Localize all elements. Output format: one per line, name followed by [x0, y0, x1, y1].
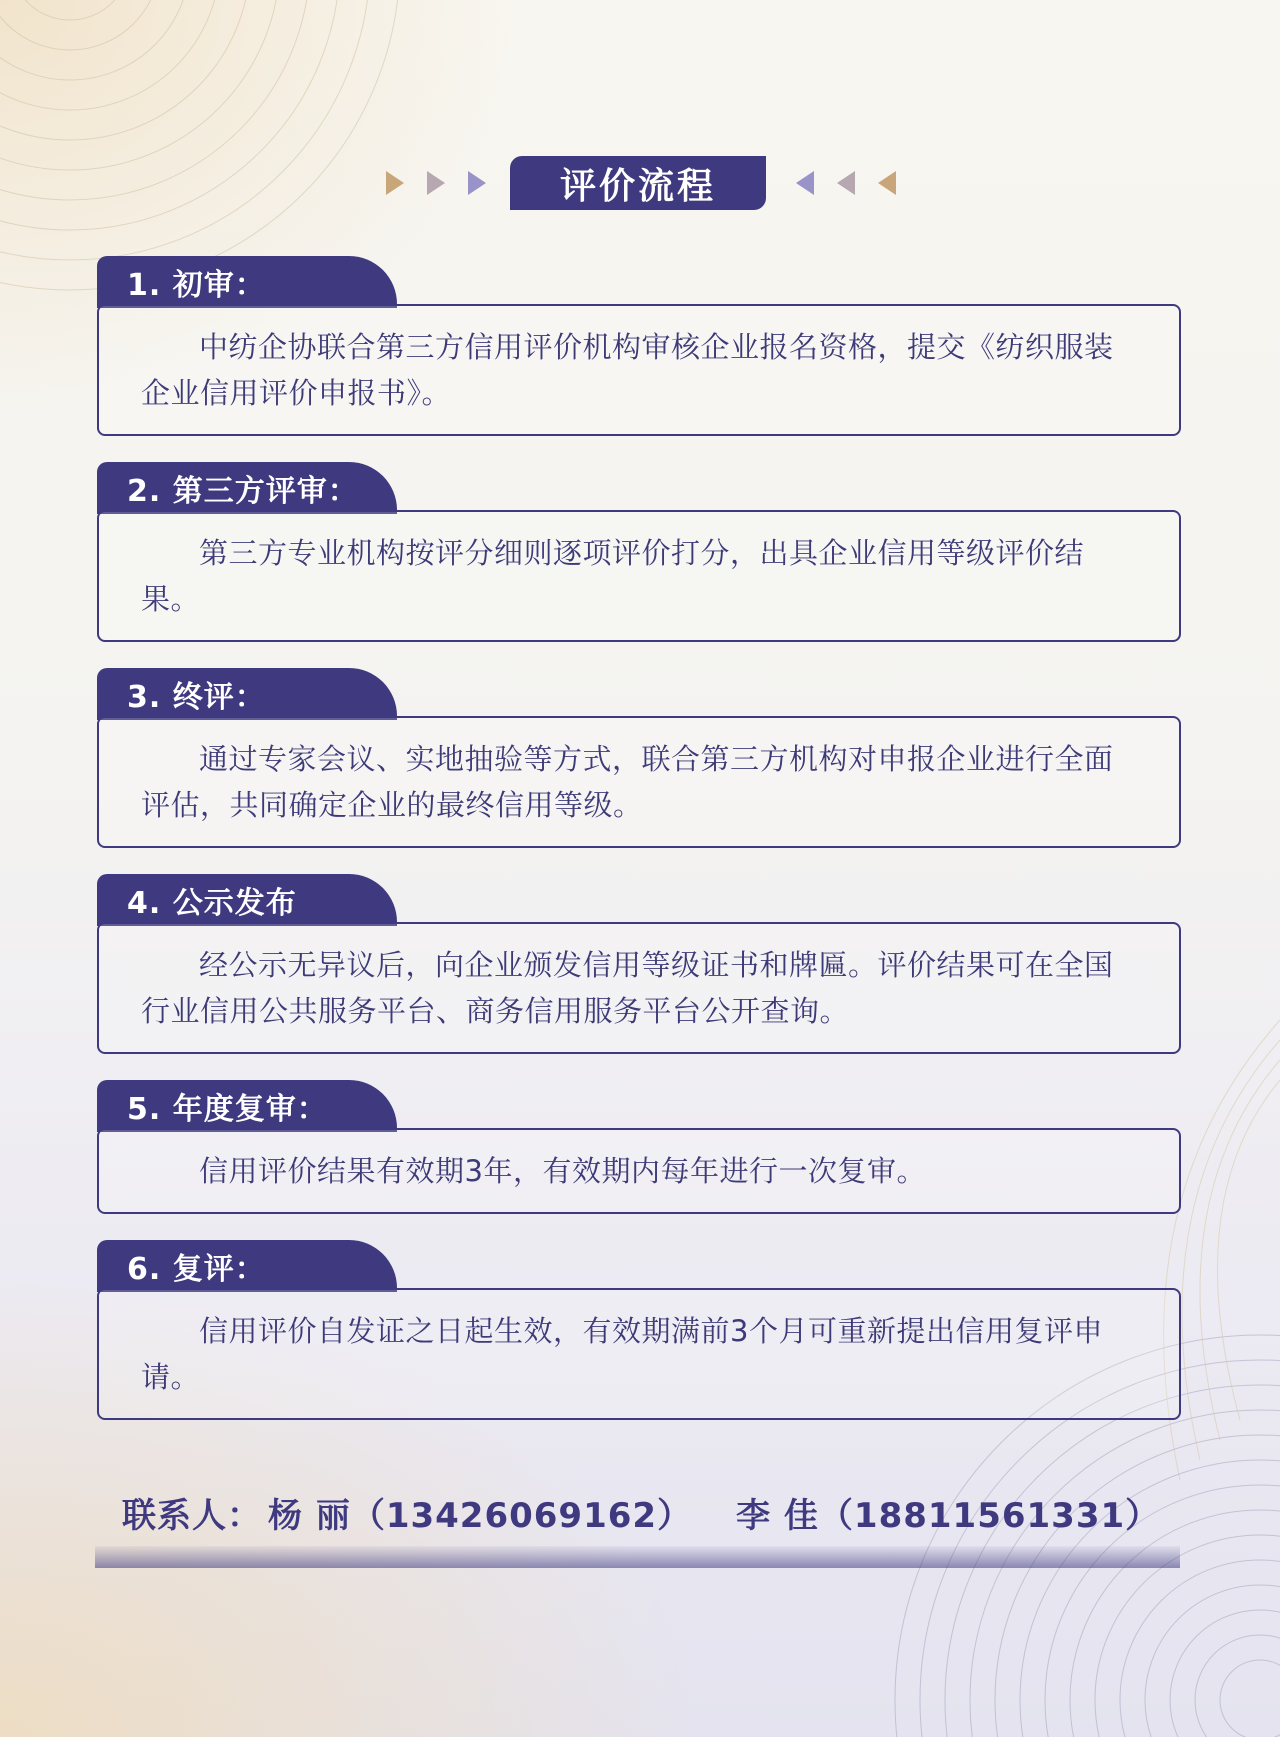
step-1 — [97, 256, 1181, 434]
step-content: 通过专家会议、实地抽验等方式，联合第三方机构对申报企业进行全面评估，共同确定企业的最终信用等级。 — [97, 716, 1181, 848]
arrow-left-icon — [878, 171, 896, 195]
step-label: 3. 终评： — [97, 668, 397, 720]
contact-info — [122, 1488, 1202, 1536]
arrow-right-icon — [427, 171, 445, 195]
contact-person-1: 杨 丽（13426069162） — [268, 1496, 693, 1536]
step-label: 4. 公示发布 — [97, 874, 397, 926]
contact-person-2: 李 佳（18811561331） — [736, 1496, 1161, 1536]
step-content: 中纺企协联合第三方信用评价机构审核企业报名资格，提交《纺织服装企业信用评价申报书》。 — [97, 304, 1181, 436]
step-6 — [97, 1240, 1181, 1418]
step-content: 经公示无异议后，向企业颁发信用等级证书和牌匾。评价结果可在全国行业信用公共服务平台、商务信用服务平台公开查询。 — [97, 922, 1181, 1054]
step-4 — [97, 874, 1181, 1052]
step-5 — [97, 1080, 1181, 1212]
step-content: 第三方专业机构按评分细则逐项评价打分，出具企业信用等级评价结果。 — [97, 510, 1181, 642]
arrow-left-icon — [837, 171, 855, 195]
step-content: 信用评价自发证之日起生效，有效期满前3个月可重新提出信用复评申请。 — [97, 1288, 1181, 1420]
step-2 — [97, 462, 1181, 640]
arrow-left-icon — [796, 171, 814, 195]
section-header — [0, 156, 1280, 212]
step-label: 5. 年度复审： — [97, 1080, 397, 1132]
step-3 — [97, 668, 1181, 846]
arrow-right-icon — [386, 171, 404, 195]
page-title: 评价流程 — [510, 156, 766, 210]
step-label: 2. 第三方评审： — [97, 462, 397, 514]
arrow-right-icon — [468, 171, 486, 195]
contact-label: 联系人： — [122, 1496, 262, 1536]
contact-underline-bar — [95, 1546, 1180, 1568]
step-label: 1. 初审： — [97, 256, 397, 308]
step-label: 6. 复评： — [97, 1240, 397, 1292]
step-content: 信用评价结果有效期3年，有效期内每年进行一次复审。 — [97, 1128, 1181, 1214]
